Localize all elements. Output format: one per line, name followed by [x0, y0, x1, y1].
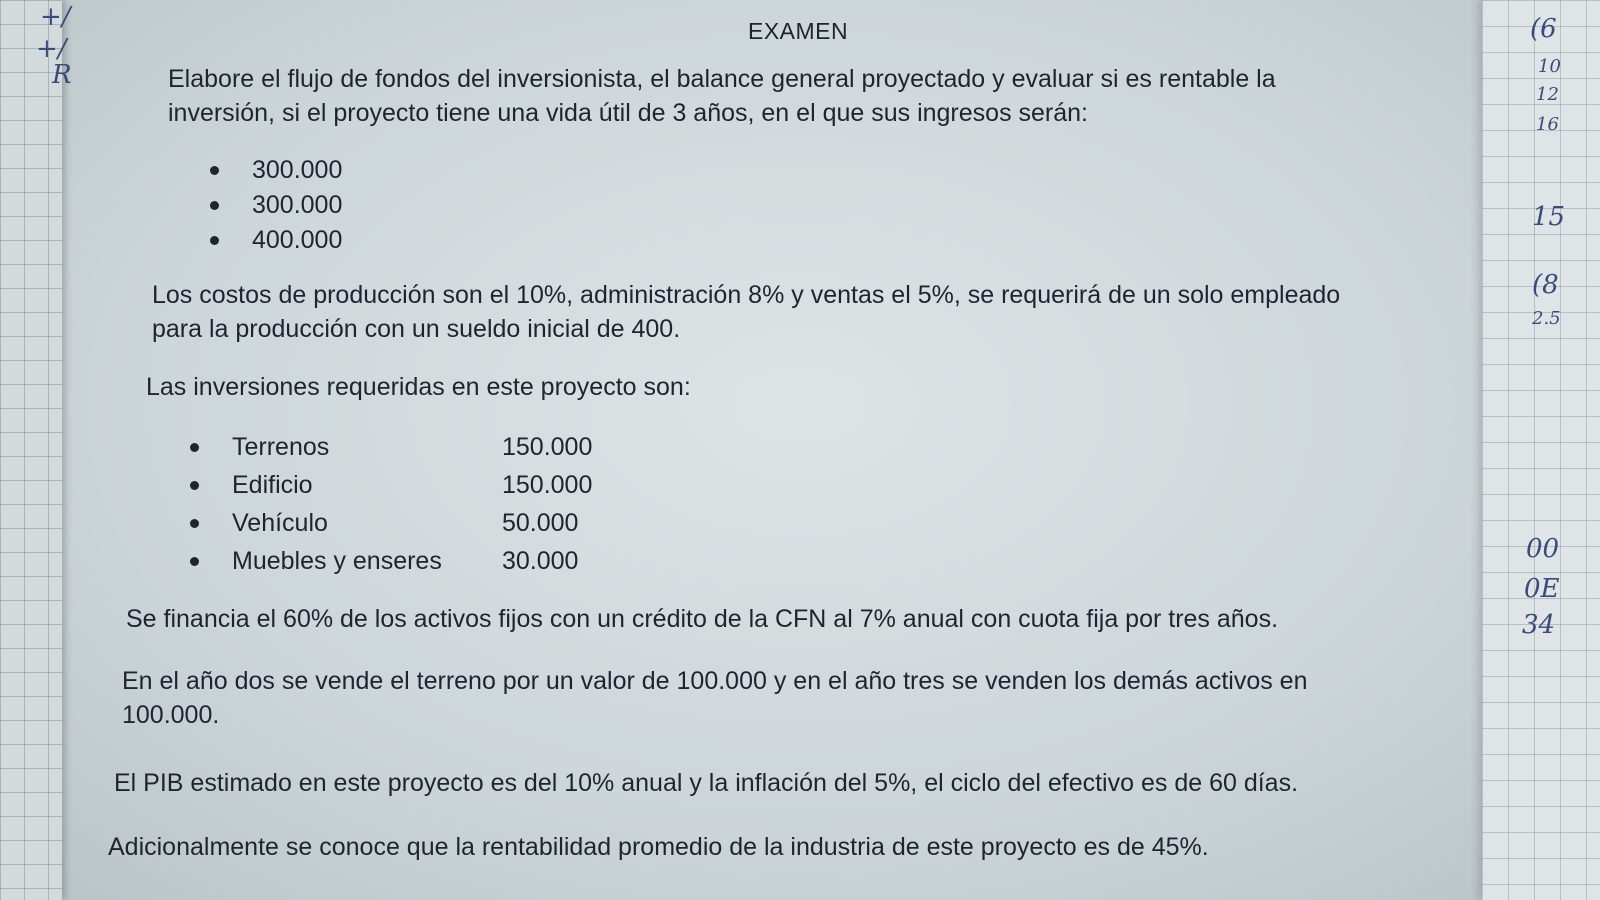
income-item: 300.000 [210, 153, 342, 188]
investments-heading: Las inversiones requeridas en este proyecto son: [146, 373, 691, 401]
intro-line-1: Elabore el flujo de fondos del inversionista, el balance general proyectado y evaluar si es rentable la [168, 65, 1276, 93]
margin-note: 2.5 [1532, 308, 1561, 329]
margin-note: +/ [40, 2, 71, 32]
margin-note: 15 [1532, 202, 1566, 232]
margin-note: (6 [1530, 14, 1557, 44]
pib-paragraph: El PIB estimado en este proyecto es del 10% anual y la inflación del 5%, el ciclo del efectivo es de 60 días. [114, 769, 1299, 797]
costs-paragraph [152, 278, 1340, 346]
investments-list [190, 430, 592, 582]
income-item: 400.000 [210, 223, 342, 258]
income-list [210, 153, 342, 258]
margin-note: +/ [36, 34, 67, 64]
investment-value: 50.000 [502, 509, 579, 537]
margin-note: 10 [1538, 56, 1561, 77]
investment-item [190, 468, 592, 506]
margin-note: 0E [1524, 574, 1560, 604]
sale-line-1: En el año dos se vende el terreno por un valor de 100.000 y en el año tres se venden los demás activos en [122, 667, 1308, 695]
margin-note: R [52, 60, 72, 90]
investment-item [190, 506, 592, 544]
costs-line-1: Los costos de producción son el 10%, administración 8% y ventas el 5%, se requerirá de un solo empleado [152, 281, 1341, 309]
investment-name: Muebles y enseres [232, 547, 442, 575]
costs-line-2: para la producción con un sueldo inicial de 400. [152, 315, 681, 343]
investment-value: 150.000 [502, 471, 593, 499]
margin-note: 34 [1522, 610, 1556, 640]
investment-item [190, 544, 592, 582]
intro-line-2: inversión, si el proyecto tiene una vida útil de 3 años, en el que sus ingresos serán: [168, 99, 1088, 127]
margin-note: (8 [1532, 270, 1559, 300]
asset-sale-paragraph [122, 664, 1308, 732]
financing-paragraph: Se financia el 60% de los activos fijos con un crédito de la CFN al 7% anual con cuota fija por tres años. [126, 605, 1279, 633]
intro-paragraph [168, 62, 1276, 130]
investment-value: 150.000 [502, 433, 593, 461]
income-item: 300.000 [210, 188, 342, 223]
sale-line-2: 100.000. [122, 701, 220, 729]
investment-value: 30.000 [502, 547, 579, 575]
investment-name: Vehículo [232, 509, 328, 537]
margin-note: 12 [1536, 84, 1559, 105]
margin-note: 00 [1526, 534, 1560, 564]
industry-paragraph: Adicionalmente se conoce que la rentabilidad promedio de la industria de este proyecto es de 45%. [108, 833, 1209, 861]
exam-title: EXAMEN [748, 18, 849, 44]
investment-name: Terrenos [232, 433, 330, 461]
margin-note: 16 [1536, 114, 1559, 135]
investment-item [190, 430, 592, 468]
investment-name: Edificio [232, 471, 313, 499]
